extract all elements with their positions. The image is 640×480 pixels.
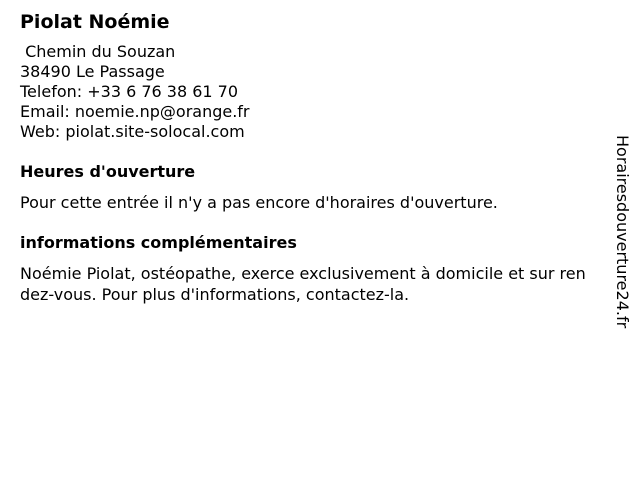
business-name: Piolat Noémie bbox=[20, 11, 170, 33]
contact-block bbox=[20, 42, 595, 142]
address-street: Chemin du Souzan bbox=[20, 42, 176, 61]
additional-info-text: Noémie Piolat, ostéopathe, exerce exclusivement à domicile et sur rendez-vous. Pour plus d'informations, contactez-la. bbox=[20, 264, 586, 304]
additional-info-heading: informations complémentaires bbox=[20, 233, 297, 252]
web-line: Web: piolat.site-solocal.com bbox=[20, 122, 245, 141]
phone-line: Telefon: +33 6 76 38 61 70 bbox=[20, 82, 239, 101]
opening-hours-heading: Heures d'ouverture bbox=[20, 162, 196, 181]
business-listing bbox=[20, 10, 595, 305]
email-line: Email: noemie.np@orange.fr bbox=[20, 102, 250, 121]
opening-hours-text: Pour cette entrée il n'y a pas encore d'horaires d'ouverture. bbox=[20, 193, 498, 212]
site-brand-vertical: Horairesdouverture24.fr bbox=[613, 135, 632, 329]
address-city: 38490 Le Passage bbox=[20, 62, 165, 81]
